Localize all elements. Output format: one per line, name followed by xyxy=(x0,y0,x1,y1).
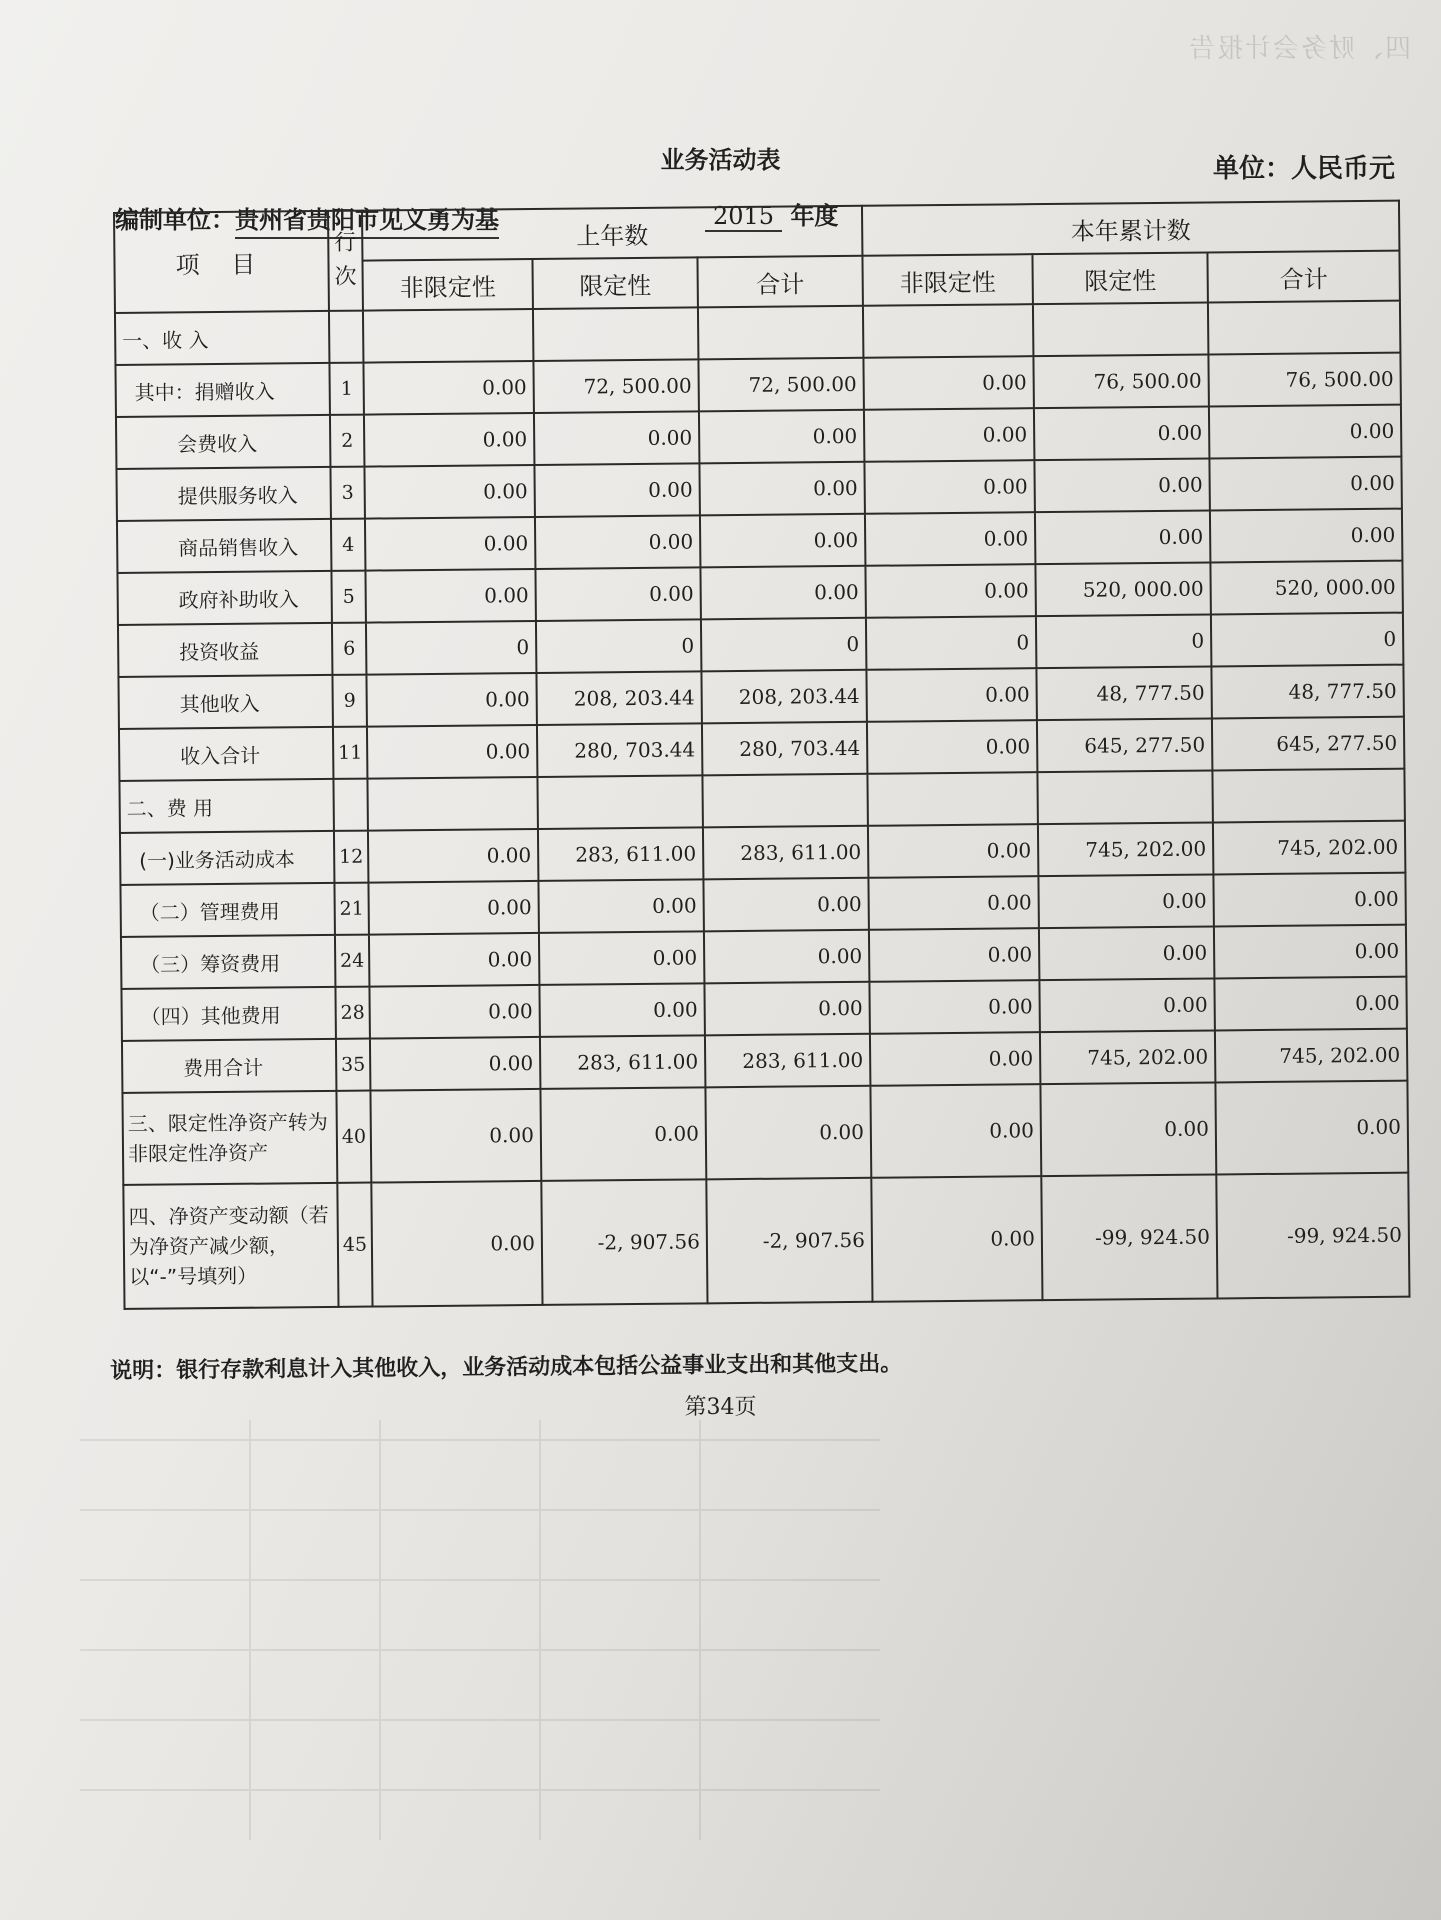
prev-year-restricted-cell: 0.00 xyxy=(534,463,699,517)
prev-year-total-cell: 283, 611.00 xyxy=(705,1034,871,1088)
organization-label: 编制单位： xyxy=(115,205,235,234)
curr-year-total-cell: 0.00 xyxy=(1214,977,1407,1031)
header-curr-total: 合计 xyxy=(1207,251,1400,303)
fiscal-year: 2015 xyxy=(705,202,782,232)
prev-year-unrestricted-cell: 0.00 xyxy=(363,361,533,415)
prev-year-restricted-cell: 0.00 xyxy=(538,879,703,933)
page-title: 业务活动表 xyxy=(660,145,781,174)
row-line-number: 45 xyxy=(337,1183,372,1307)
curr-year-total-cell: 48, 777.50 xyxy=(1211,665,1404,719)
row-line-number: 6 xyxy=(332,623,366,675)
prev-year-restricted-cell: 0.00 xyxy=(535,567,700,621)
curr-year-unrestricted-cell: 0.00 xyxy=(869,980,1039,1034)
prev-year-total-cell: 0.00 xyxy=(700,514,866,568)
prev-year-unrestricted-cell: 0 xyxy=(366,621,536,675)
curr-year-unrestricted-cell: 0.00 xyxy=(869,928,1039,982)
prev-year-total-cell: 0.00 xyxy=(704,930,870,984)
prev-year-unrestricted-cell: 0.00 xyxy=(366,673,536,727)
row-line-number xyxy=(329,311,363,363)
prev-year-total-cell: 0.00 xyxy=(703,878,869,932)
prev-year-unrestricted-cell: 0.00 xyxy=(371,1181,542,1307)
prev-year-total-cell: 0.00 xyxy=(704,982,870,1036)
curr-year-total-cell: 745, 202.00 xyxy=(1213,821,1406,875)
curr-year-restricted-cell: 745, 202.00 xyxy=(1040,1030,1215,1084)
prev-year-unrestricted-cell xyxy=(363,309,533,363)
header-prev-total: 合计 xyxy=(697,256,863,308)
prev-year-total-cell: 283, 611.00 xyxy=(703,826,869,880)
curr-year-unrestricted-cell: 0.00 xyxy=(864,460,1034,514)
row-line-number: 5 xyxy=(331,571,365,623)
header-curr-unrestricted: 非限定性 xyxy=(862,254,1032,306)
curr-year-unrestricted-cell xyxy=(863,304,1033,358)
row-line-number: 11 xyxy=(333,727,367,779)
row-item-label: 费用合计 xyxy=(122,1039,336,1093)
curr-year-total-cell: 745, 202.00 xyxy=(1215,1029,1408,1083)
curr-year-restricted-cell: 0.00 xyxy=(1038,874,1213,928)
prev-year-restricted-cell: -2, 907.56 xyxy=(541,1179,707,1305)
prev-year-restricted-cell: 283, 611.00 xyxy=(540,1035,705,1089)
curr-year-unrestricted-cell: 0.00 xyxy=(868,876,1038,930)
curr-year-total-cell xyxy=(1212,769,1405,823)
prev-year-total-cell: 0.00 xyxy=(699,410,865,464)
curr-year-total-cell: -99, 924.50 xyxy=(1216,1173,1409,1299)
header-curr-restricted: 限定性 xyxy=(1032,252,1207,304)
curr-year-unrestricted-cell: 0.00 xyxy=(863,356,1033,410)
prev-year-unrestricted-cell xyxy=(367,777,537,831)
prev-year-total-cell xyxy=(702,774,868,828)
curr-year-total-cell: 520, 000.00 xyxy=(1210,561,1403,615)
prev-year-total-cell: 0.00 xyxy=(699,462,865,516)
header-prev-year: 上年数 xyxy=(362,206,862,261)
row-item-label: 商品销售收入 xyxy=(117,519,331,573)
prev-year-unrestricted-cell: 0.00 xyxy=(369,985,539,1039)
curr-year-unrestricted-cell: 0.00 xyxy=(868,824,1038,878)
row-item-label: 其他收入 xyxy=(118,675,332,729)
bleed-through-heading: 四、财务会计报告 xyxy=(1186,34,1411,64)
curr-year-total-cell: 0.00 xyxy=(1215,1081,1408,1175)
prev-year-restricted-cell: 0.00 xyxy=(534,411,699,465)
footnote: 说明：银行存款利息计入其他收入，业务活动成本包括公益事业支出和其他支出。 xyxy=(110,1350,903,1384)
table-body xyxy=(115,301,1410,1309)
curr-year-unrestricted-cell: 0.00 xyxy=(865,512,1035,566)
row-item-label: （二）管理费用 xyxy=(120,883,334,937)
row-item-label: 投资收益 xyxy=(118,623,332,677)
table-row xyxy=(123,1173,1409,1309)
curr-year-restricted-cell: 0.00 xyxy=(1039,978,1214,1032)
curr-year-total-cell xyxy=(1208,301,1401,355)
prev-year-restricted-cell: 0.00 xyxy=(535,515,700,569)
row-item-label: 四、净资产变动额（若为净资产减少额，以“-”号填列） xyxy=(123,1183,338,1309)
row-line-number: 3 xyxy=(330,467,364,519)
prev-year-total-cell: -2, 907.56 xyxy=(706,1178,872,1304)
curr-year-restricted-cell: -99, 924.50 xyxy=(1041,1174,1217,1300)
prev-year-unrestricted-cell: 0.00 xyxy=(364,465,534,519)
prev-year-unrestricted-cell: 0.00 xyxy=(364,413,534,467)
curr-year-unrestricted-cell: 0.00 xyxy=(870,1032,1040,1086)
row-line-number: 12 xyxy=(334,831,368,883)
prev-year-unrestricted-cell: 0.00 xyxy=(368,829,538,883)
prev-year-restricted-cell: 280, 703.44 xyxy=(537,723,702,777)
activity-statement-table xyxy=(113,200,1411,1310)
curr-year-unrestricted-cell: 0 xyxy=(866,616,1036,670)
currency-unit: 单位：人民币元 xyxy=(1212,154,1395,184)
prev-year-total-cell: 0 xyxy=(701,618,867,672)
curr-year-restricted-cell: 645, 277.50 xyxy=(1037,718,1212,772)
row-line-number xyxy=(333,779,367,831)
header-prev-restricted: 限定性 xyxy=(532,257,697,309)
curr-year-restricted-cell: 0.00 xyxy=(1039,926,1214,980)
row-line-number: 4 xyxy=(331,519,365,571)
curr-year-total-cell: 0.00 xyxy=(1210,509,1403,563)
prev-year-unrestricted-cell: 0.00 xyxy=(370,1089,541,1183)
prev-year-restricted-cell: 0.00 xyxy=(539,983,704,1037)
curr-year-total-cell: 76, 500.00 xyxy=(1208,353,1401,407)
curr-year-total-cell: 0.00 xyxy=(1213,873,1406,927)
table-row xyxy=(122,1081,1408,1185)
prev-year-restricted-cell: 0.00 xyxy=(539,931,704,985)
curr-year-restricted-cell: 0.00 xyxy=(1034,406,1209,460)
prev-year-restricted-cell xyxy=(533,307,698,361)
prev-year-restricted-cell: 283, 611.00 xyxy=(538,827,703,881)
prev-year-unrestricted-cell: 0.00 xyxy=(365,517,535,571)
row-item-label: 三、限定性净资产转为非限定性净资产 xyxy=(122,1091,337,1185)
prev-year-restricted-cell: 208, 203.44 xyxy=(536,671,701,725)
bleed-through-grid xyxy=(80,1420,880,1840)
header-line-number: 行次 xyxy=(328,211,363,311)
curr-year-restricted-cell: 76, 500.00 xyxy=(1033,354,1208,408)
row-item-label: （四）其他费用 xyxy=(121,987,335,1041)
prev-year-restricted-cell: 0.00 xyxy=(540,1087,706,1181)
prev-year-total-cell: 72, 500.00 xyxy=(698,358,864,412)
row-item-label: 一、收 入 xyxy=(115,311,329,365)
row-line-number: 9 xyxy=(332,675,366,727)
prev-year-total-cell: 280, 703.44 xyxy=(702,722,868,776)
organization-name: 贵州省贵阳市见义勇为基 xyxy=(235,200,499,239)
prev-year-restricted-cell: 72, 500.00 xyxy=(533,359,698,413)
prev-year-total-cell xyxy=(698,306,864,360)
prev-year-restricted-cell: 0 xyxy=(536,619,701,673)
curr-year-unrestricted-cell: 0.00 xyxy=(867,720,1037,774)
page-number: 第34页 xyxy=(684,1395,757,1420)
row-line-number: 35 xyxy=(336,1039,370,1091)
prev-year-restricted-cell xyxy=(537,775,702,829)
row-item-label: 会费收入 xyxy=(116,415,330,469)
row-item-label: (一)业务活动成本 xyxy=(120,831,334,885)
prev-year-total-cell: 0.00 xyxy=(705,1086,871,1180)
row-item-label: 提供服务收入 xyxy=(116,467,330,521)
curr-year-total-cell: 0 xyxy=(1211,613,1404,667)
fiscal-year-suffix: 年度 xyxy=(790,201,839,230)
curr-year-unrestricted-cell: 0.00 xyxy=(871,1176,1042,1302)
row-line-number: 28 xyxy=(335,987,369,1039)
curr-year-total-cell: 0.00 xyxy=(1209,457,1402,511)
curr-year-restricted-cell: 520, 000.00 xyxy=(1035,562,1210,616)
curr-year-restricted-cell: 745, 202.00 xyxy=(1038,822,1213,876)
row-line-number: 21 xyxy=(334,883,368,935)
header-curr-year: 本年累计数 xyxy=(862,201,1399,256)
prev-year-total-cell: 0.00 xyxy=(700,566,866,620)
prev-year-unrestricted-cell: 0.00 xyxy=(367,725,537,779)
curr-year-restricted-cell xyxy=(1033,302,1208,356)
curr-year-unrestricted-cell xyxy=(867,772,1037,826)
curr-year-total-cell: 645, 277.50 xyxy=(1212,717,1405,771)
prev-year-unrestricted-cell: 0.00 xyxy=(368,881,538,935)
row-item-label: （三）筹资费用 xyxy=(121,935,335,989)
curr-year-restricted-cell: 0 xyxy=(1036,614,1211,668)
row-line-number: 40 xyxy=(336,1091,371,1183)
curr-year-total-cell: 0.00 xyxy=(1209,405,1402,459)
row-line-number: 24 xyxy=(335,935,369,987)
prev-year-unrestricted-cell: 0.00 xyxy=(369,933,539,987)
curr-year-unrestricted-cell: 0.00 xyxy=(864,408,1034,462)
row-item-label: 政府补助收入 xyxy=(117,571,331,625)
curr-year-restricted-cell: 0.00 xyxy=(1040,1082,1216,1176)
header-prev-unrestricted: 非限定性 xyxy=(362,259,532,311)
row-item-label: 收入合计 xyxy=(119,727,333,781)
curr-year-restricted-cell: 48, 777.50 xyxy=(1036,666,1211,720)
prev-year-unrestricted-cell: 0.00 xyxy=(370,1037,540,1091)
curr-year-total-cell: 0.00 xyxy=(1214,925,1407,979)
curr-year-unrestricted-cell: 0.00 xyxy=(865,564,1035,618)
curr-year-restricted-cell: 0.00 xyxy=(1035,510,1210,564)
activity-statement-table-wrapper xyxy=(113,200,1408,1310)
row-line-number: 2 xyxy=(330,415,364,467)
prev-year-unrestricted-cell: 0.00 xyxy=(365,569,535,623)
prev-year-total-cell: 208, 203.44 xyxy=(701,670,867,724)
row-item-label: 二、费 用 xyxy=(119,779,333,833)
curr-year-restricted-cell: 0.00 xyxy=(1034,458,1209,512)
curr-year-unrestricted-cell: 0.00 xyxy=(866,668,1036,722)
row-item-label: 其中：捐赠收入 xyxy=(115,363,329,417)
header-item: 项 目 xyxy=(114,211,329,313)
curr-year-unrestricted-cell: 0.00 xyxy=(870,1084,1041,1178)
row-line-number: 1 xyxy=(329,363,363,415)
curr-year-restricted-cell xyxy=(1037,770,1212,824)
